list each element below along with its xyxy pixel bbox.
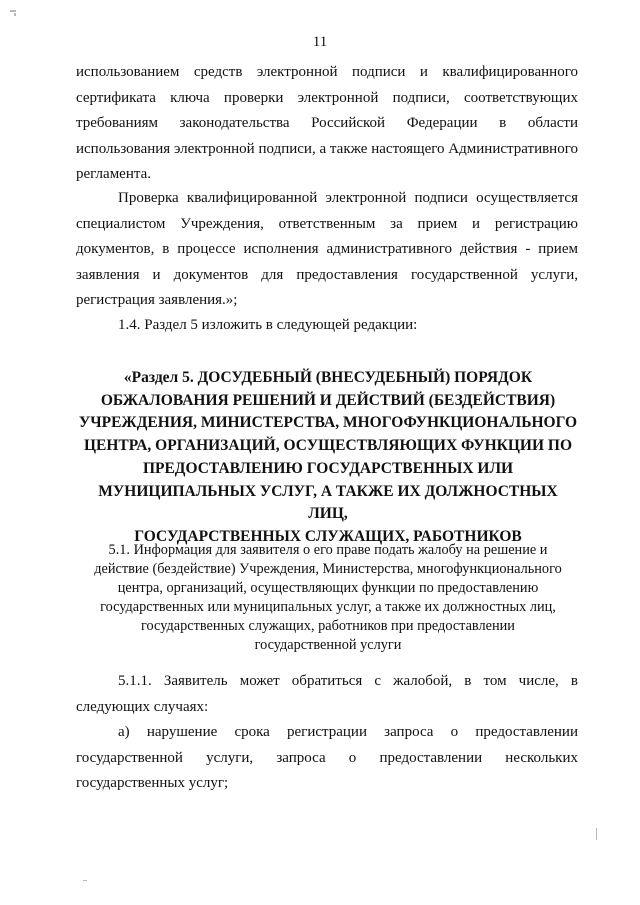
section-heading [78,367,578,549]
scan-mark [10,10,16,12]
section-heading-line: ПРЕДОСТАВЛЕНИЮ ГОСУДАРСТВЕННЫХ ИЛИ [142,459,514,477]
subsection-heading [78,541,578,655]
paragraph-signature-requirements: использованием средств электронной подписи и квалифицированного сертификата ключа проверки электронной подписи, соответствующих требованиям законодательства Российской Федерации в области использования электронной подписи, а также настоящего Административного регламента. [76,64,578,182]
scan-mark [596,828,597,840]
section-heading-line: ГОСУДАРСТВЕННЫХ СЛУЖАЩИХ, РАБОТНИКОВ [134,527,522,545]
paragraph-case-a: а) нарушение срока регистрации запроса о предоставлении государственной услуги, запроса о предоставлении нескольких государственных услуг; [76,724,578,791]
subsection-heading-line: 5.1. Информация для заявителя о его праве подать жалобу на решение и [108,542,548,558]
section-heading-line: «Раздел 5. ДОСУДЕБНЫЙ (ВНЕСУДЕБНЫЙ) ПОРЯДОК [123,369,533,386]
paragraph-signature-verification: Проверка квалифицированной электронной подписи осуществляется специалистом Учреждения, ответственным за прием и регистрацию документов, в процессе исполнения административного действия - прием заявления и документов для предоставления государственной услуги, регистрация заявления.»; [76,190,578,308]
section-heading-line: УЧРЕЖДЕНИЯ, МИНИСТЕРСТВА, МНОГОФУНКЦИОНАЛЬНОГО [78,414,578,432]
scan-mark [83,880,87,881]
subsection-heading-line: центра, организаций, осуществляющих функции по предоставлению [117,580,539,596]
scan-mark [14,13,16,16]
subsection-heading-line: действие (бездействие) Учреждения, Министерства, многофункционального [94,561,562,577]
section-heading-line: ОБЖАЛОВАНИЯ РЕШЕНИЙ И ДЕЙСТВИЙ (БЕЗДЕЙСТВИЯ) [100,391,556,409]
paragraph-amendment: 1.4. Раздел 5 изложить в следующей редакции: [118,317,418,333]
section-heading-line: МУНИЦИПАЛЬНЫХ УСЛУГ, А ТАКЖЕ ИХ ДОЛЖНОСТНЫХ ЛИЦ, [98,482,558,523]
subsection-heading-line: государственных или муниципальных услуг, а также их должностных лиц, [100,599,556,615]
page-number: 11 [312,34,328,50]
paragraph-complaint-cases: 5.1.1. Заявитель может обратиться с жалобой, в том числе, в следующих случаях: [76,673,578,715]
subsection-heading-line: государственных служащих, работников при предоставлении [141,618,515,634]
section-heading-line: ЦЕНТРА, ОРГАНИЗАЦИЙ, ОСУЩЕСТВЛЯЮЩИХ ФУНКЦИИ ПО [83,437,573,455]
subsection-heading-line: государственной услуги [254,637,402,653]
